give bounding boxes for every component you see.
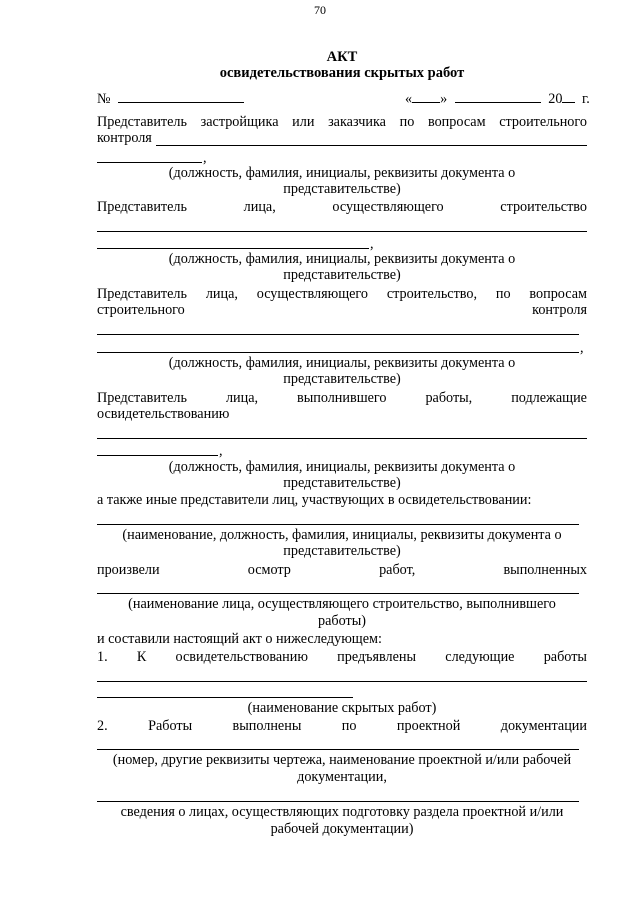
month-field[interactable] [455,90,541,103]
rep1-comma: , [203,150,207,166]
rep2-field-line-2[interactable] [97,248,369,249]
item2-caption-3: сведения о лицах, осуществляющих подготовку раздела проектной и/или [120,804,564,820]
day-field[interactable] [412,90,440,103]
item1-text-line: 1. К освидетельствованию предъявлены следующие работы [97,649,587,665]
page-number: 70 [314,3,326,17]
inspection-field-line[interactable] [97,593,579,594]
rep1-field-line-2[interactable] [97,162,202,163]
rep3-text-line-2: строительного контроля [97,302,587,318]
inspection-caption-1: (наименование лица, осуществляющего строительство, выполнившего [128,596,556,612]
others-caption-2: представительстве) [283,543,401,559]
act-subtitle: освидетельствования скрытых работ [219,65,465,81]
rep4-text-line: Представитель лица, выполнившего работы, подлежащие [97,390,587,406]
others-text: а также иные представители лиц, участвующих в освидетельствовании: [97,492,532,508]
rep3-caption-2: представительстве) [283,371,401,387]
rep3-field-line[interactable] [97,334,579,335]
rep2-text-line: Представитель лица, осуществляющего строительство [97,199,587,215]
others-field-line[interactable] [97,524,579,525]
rep4-caption-1: (должность, фамилия, инициалы, реквизиты документа о [168,459,516,475]
rep1-caption-2: представительстве) [283,181,401,197]
rep3-text-line: Представитель лица, осуществляющего строительство, по вопросам [97,286,587,302]
rep1-caption-1: (должность, фамилия, инициалы, реквизиты документа о [168,165,516,181]
rep1-field-line[interactable] [156,145,587,146]
item1-field-line[interactable] [97,681,587,682]
act-intro: и составили настоящий акт о нижеследующем: [97,631,382,647]
item2-caption-4: рабочей документации) [270,821,414,837]
item1-caption: (наименование скрытых работ) [247,700,437,716]
rep1-text-line: Представитель застройщика или заказчика по вопросам строительного [97,114,587,130]
number-line [97,90,244,106]
item2-caption-2: документации, [297,769,387,785]
rep2-caption-1: (должность, фамилия, инициалы, реквизиты документа о [168,251,516,267]
item2-text-line: 2. Работы выполнены по проектной документации [97,718,587,734]
rep3-field-line-2[interactable] [97,352,579,353]
number-label: № [97,91,111,107]
inspection-text-line: произвели осмотр работ, выполненных [97,562,587,578]
date-line: « » 20 г. [405,91,590,107]
others-caption-1: (наименование, должность, фамилия, инициалы, реквизиты документа о [122,527,562,543]
rep3-caption-1: (должность, фамилия, инициалы, реквизиты документа о [168,355,516,371]
rep2-caption-2: представительстве) [283,267,401,283]
rep4-label-2: освидетельствованию [97,406,230,422]
rep4-caption-2: представительстве) [283,475,401,491]
rep4-field-line-2[interactable] [97,455,218,456]
year-field[interactable] [562,90,575,103]
number-field[interactable] [118,90,244,103]
rep2-comma: , [370,236,374,252]
item2-caption-1: (номер, другие реквизиты чертежа, наименование проектной и/или рабочей [112,752,572,768]
rep4-field-line[interactable] [97,438,587,439]
rep4-comma: , [219,443,223,459]
item2-field-line[interactable] [97,749,579,750]
rep1-control-label: контроля [97,130,152,146]
rep2-field-line[interactable] [97,231,587,232]
rep3-comma: , [580,340,584,356]
act-title: АКТ [326,49,358,65]
item2-field-line-2[interactable] [97,801,579,802]
inspection-caption-2: работы) [318,613,366,629]
item1-field-line-2[interactable] [97,697,353,698]
